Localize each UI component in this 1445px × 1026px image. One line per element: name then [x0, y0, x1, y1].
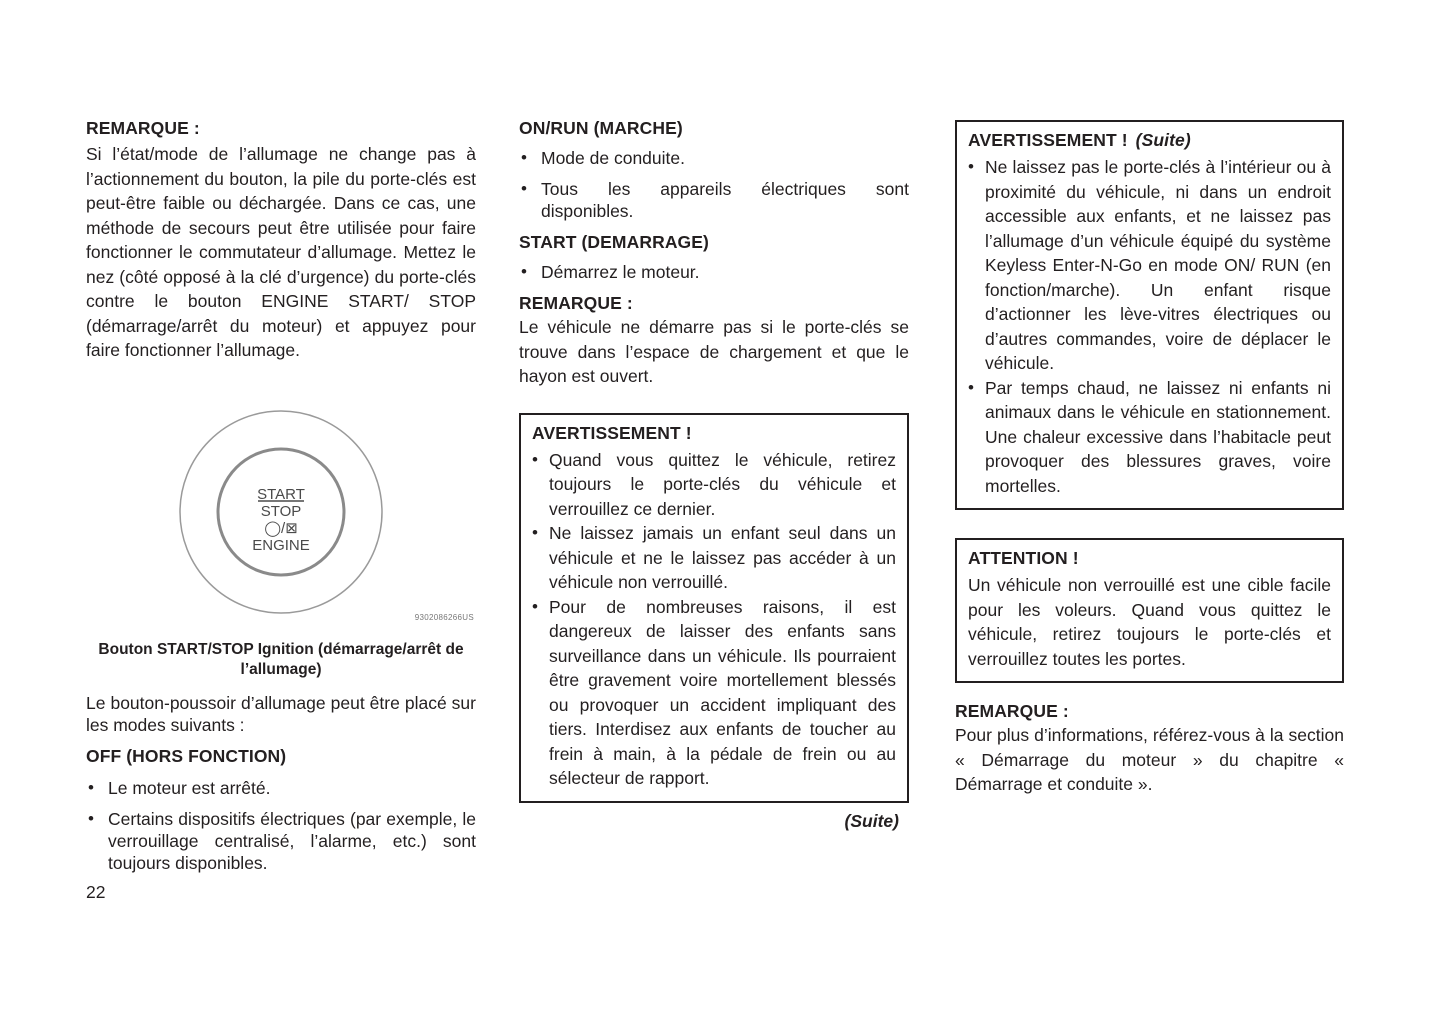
- attention-box: [955, 538, 1344, 683]
- remarque-text: Si l’état/mode de l’allumage ne change pas à l’actionnement du bouton, la pile du porte-clés est peut-être faible ou déchargée. Dans ce cas, une méthode de secours peut être utilisée pour faire fonctionner le commutateur d’allumage. Mettez le nez (côté opposé à la clé d’urgence) du porte-clés contre le bouton ENGINE START/ STOP (démarrage/arrêt du moteur) et appuyez pour faire fonctionner l’allumage.: [86, 144, 476, 360]
- list-item: • Tous les appareils électriques sont disponibles.: [519, 178, 909, 222]
- button-label-stop: STOP: [260, 502, 302, 520]
- attention-text: Un véhicule non verrouillé est une cible facile pour les voleurs. Quand vous quittez le véhicule, retirez toujours le porte-clés et verrouillez toutes les portes.: [968, 575, 1331, 669]
- continued-label: (Suite): [1135, 130, 1191, 150]
- warning-title: AVERTISSEMENT !: [968, 130, 1128, 150]
- off-bullets: [86, 777, 476, 874]
- warning-box: [519, 413, 909, 803]
- onrun-heading: ON/RUN (MARCHE): [519, 118, 683, 138]
- attention-heading: ATTENTION !: [968, 548, 1079, 568]
- warning-continued-box: [955, 120, 1344, 510]
- list-item: • Démarrez le moteur.: [519, 261, 909, 283]
- button-label-engine: ENGINE: [252, 536, 310, 554]
- remarque-heading: REMARQUE :: [519, 293, 633, 313]
- warning-heading: AVERTISSEMENT !: [532, 422, 692, 443]
- middle-column: [519, 116, 909, 832]
- warning-bullets: [532, 448, 896, 791]
- right-column: [955, 120, 1344, 797]
- list-item-continued: disponibles.: [541, 201, 634, 221]
- start-stop-button-icon: [86, 405, 476, 630]
- page-number: 22: [86, 882, 106, 902]
- warning-bullets: [968, 155, 1331, 498]
- start-bullets: [519, 261, 909, 283]
- remarque-text: Pour plus d’informations, référez-vous à la section « Démarrage du moteur » du chapitre « Démarrage et conduite ».: [955, 725, 1344, 794]
- left-column: [86, 116, 476, 874]
- list-item: • Pour de nombreuses raisons, il est dangereux de laisser des enfants sans surveillance dans un véhicule. Ils pourraient être gravement voire mortellement blessés ou provoquer un accident impliquant des tiers. Interdisez aux enfants de toucher au frein à main, à la pédale de frein ou au sélecteur de rapport.: [532, 595, 896, 791]
- start-stop-button-figure: [86, 405, 476, 630]
- figure-id: 9302086266US: [414, 612, 474, 622]
- modes-intro: Le bouton-poussoir d’allumage peut être placé sur les modes suivants :: [86, 692, 476, 735]
- list-item: • Par temps chaud, ne laissez ni enfants ni animaux dans le véhicule en stationnement. Une chaleur excessive dans l’habitacle peut provoquer des blessures graves, voire mortelles.: [968, 376, 1331, 499]
- button-label-symbols: ◯/⊠: [264, 519, 298, 537]
- continued-label: (Suite): [844, 810, 899, 831]
- list-item: • Mode de conduite.: [519, 147, 909, 169]
- onrun-bullets: [519, 147, 909, 222]
- list-item: • Quand vous quittez le véhicule, retirez toujours le porte-clés du véhicule et verrouillez ce dernier.: [532, 448, 896, 522]
- warning-heading: [968, 128, 1331, 152]
- list-item: • Ne laissez pas le porte-clés à l’intérieur ou à proximité du véhicule, ni dans un endroit accessible aux enfants, et ne laissez pas l’allumage d’un véhicule équipé du système Keyless Enter-N-Go en mode ON/ RUN (en fonction/marche). Un enfant risque d’actionner les lève-vitres électriques ou d’autres commandes, voire de déplacer le véhicule.: [968, 155, 1331, 376]
- list-item: • Certains dispositifs électriques (par exemple, le verrouillage centralisé, l’alarme, etc.) sont toujours disponibles.: [86, 808, 476, 874]
- figure-caption: Bouton START/STOP Ignition (démarrage/arrêt de l’allumage): [98, 640, 464, 678]
- start-heading: START (DEMARRAGE): [519, 232, 709, 252]
- remarque-heading: REMARQUE :: [955, 701, 1069, 721]
- remarque-text: Le véhicule ne démarre pas si le porte-clés se trouve dans l’espace de chargement et que le hayon est ouvert.: [519, 317, 909, 386]
- remarque-heading: REMARQUE :: [86, 118, 200, 138]
- button-label-start: START: [257, 485, 305, 503]
- list-item: • Le moteur est arrêté.: [86, 777, 476, 799]
- list-item: • Ne laissez jamais un enfant seul dans un véhicule et ne le laissez pas accéder à un véhicule non verrouillé.: [532, 521, 896, 595]
- off-heading: OFF (HORS FONCTION): [86, 745, 287, 766]
